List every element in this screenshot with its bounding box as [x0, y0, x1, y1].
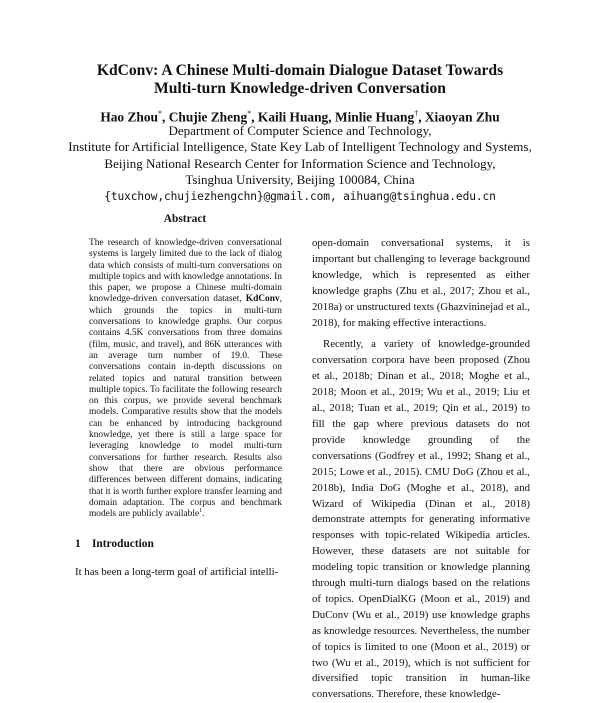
dataset-name: KdConv	[245, 294, 280, 305]
author-mark: †	[414, 109, 419, 118]
intro-first-line: It has been a long-term goal of artificial intelli-	[75, 566, 279, 579]
author-emails: {tuxchow,chujiezhengchn}@gmail.com, aihuang@tsinghua.edu.cn	[104, 189, 496, 203]
right-column	[312, 208, 530, 703]
author-mark: *	[158, 109, 162, 118]
footnote-marker: 1	[199, 508, 203, 514]
affiliation-line: Beijing National Research Center for Information Science and Technology,	[104, 155, 496, 171]
title-line-1: KdConv: A Chinese Multi-domain Dialogue Dataset Towards	[96, 62, 504, 79]
affiliation-block	[0, 123, 600, 205]
author-name: Hao Zhou	[100, 109, 158, 125]
author-name: Chujie Zheng	[168, 109, 248, 125]
section-number: 1	[75, 538, 81, 551]
section-heading-introduction	[75, 537, 295, 551]
intro-paragraph-continued: open-domain conversational systems, it is important but challenging to leverage background knowledge, which is represented as either knowledge graphs (Zhu et al., 2017; Zhou et al., 2018a) or unstructured texts (Ghazvininejad et al., 2018), for making effective interactions.	[312, 237, 530, 329]
author-name: Xiaoyan Zhu	[424, 109, 500, 125]
intro-paragraph-related-work: Recently, a variety of knowledge-grounded conversation corpora have been proposed (Zhou et al., 2018b; Dinan et al., 2018; Moghe et al., 2018; Moon et al., 2019; Wu et al., 2019; Liu et al., 2018; Tuan et al., 2019; Qin et al., 2019) to fill the gap where previous datasets do not provide knowledge grounding of the conversations (Godfrey et al., 1992; Shang et al., 2015; Lowe et al., 2015). CMU DoG (Zhou et al., 2018b), India DoG (Moghe et al., 2018), and Wizard of Wikipedia (Dinan et al., 2018) demonstrate attempts for generating informative responses with topic-related Wikipedia articles. However, these datasets are not suitable for modeling topic transition or knowledge planning through multi-turn dialogs based on the relations of topics. OpenDialKG (Moon et al., 2019) and DuConv (Wu et al., 2019) use knowledge graphs as knowledge resources. Nevertheless, the number of topics is limited to one (Moon et al., 2019) or two (Wu et al., 2019), which is not sufficient for diversified topic transition in human-like conversations. Therefore, these knowledge-	[312, 338, 530, 701]
abstract-heading: Abstract	[163, 213, 207, 225]
author-mark: *	[247, 109, 252, 118]
abstract-text: The research of knowledge-driven conversational systems is largely limited due to the lack of dialog data which consists of multi-turn conversations on multiple topics and with knowledge annotations. In this paper, we propose a Chinese multi-domain knowledge-driven conversation dataset, KdConv, which grounds the topics in multi-turn conversations to knowledge graphs. Our corpus contains 4.5K conversations from three domains (film, music, and travel), and 86K utterances with an average turn number of 19.0. These conversations contain in-depth discussions on related topics and natural transition between multiple topics. To facilitate the following research on this corpus, we provide several benchmark models. Comparative results show that the models can be enhanced by introducing background knowledge, yet there is still a large space for leveraging knowledge to model multi-turn conversations for further research. Results also show that there are obvious performance differences between different domains, indicating that it is worth further explore transfer learning and domain adaptation. The corpus and benchmark models are publicly available$^1$.	[89, 238, 282, 520]
abstract-text-start: The research of knowledge-driven conversational systems is largely limited due to the lack of dialog data which consists of multi-turn conversations on multiple topics and with knowledge annotations. In this paper, we propose a Chinese multi-domain knowledge-driven conversation dataset,	[89, 238, 282, 305]
author-name: Minlie Huang	[334, 109, 415, 125]
paper-title	[0, 62, 600, 98]
abstract-text-end: , which grounds the topics in multi-turn conversations to knowledge graphs. Our corpus contains 4.5K conversations from three domains (film, music, and travel), and 86K utterances with an average turn number of 19.0. These conversations contain in-depth discussions on related topics and natural transition between multiple topics. To facilitate the following research on this corpus, we provide several benchmark models. Comparative results show that the models can be enhanced by introducing background knowledge, yet there is still a large space for leveraging knowledge to model multi-turn conversations for further research. Results also show that there are obvious performance differences between different domains, indicating that it is worth further explore transfer learning and domain adaptation. The corpus and benchmark models are publicly available	[89, 294, 282, 520]
left-column	[75, 208, 295, 581]
affiliation-line: Department of Computer Science and Technology,	[168, 123, 432, 138]
author-name: Kaili Huang	[257, 109, 329, 125]
section-title: Introduction	[92, 538, 154, 551]
title-line-2: Multi-turn Knowledge-driven Conversation	[154, 80, 446, 97]
affiliation-line: Institute for Artificial Intelligence, State Key Lab of Intelligent Technology and Systems,	[68, 139, 532, 155]
author-list: Hao Zhou*, Chujie Zheng*, Kaili Huang, Minlie Huang†, Xiaoyan Zhu	[100, 109, 500, 125]
affiliation-line: Tsinghua University, Beijing 100084, China	[185, 172, 415, 188]
